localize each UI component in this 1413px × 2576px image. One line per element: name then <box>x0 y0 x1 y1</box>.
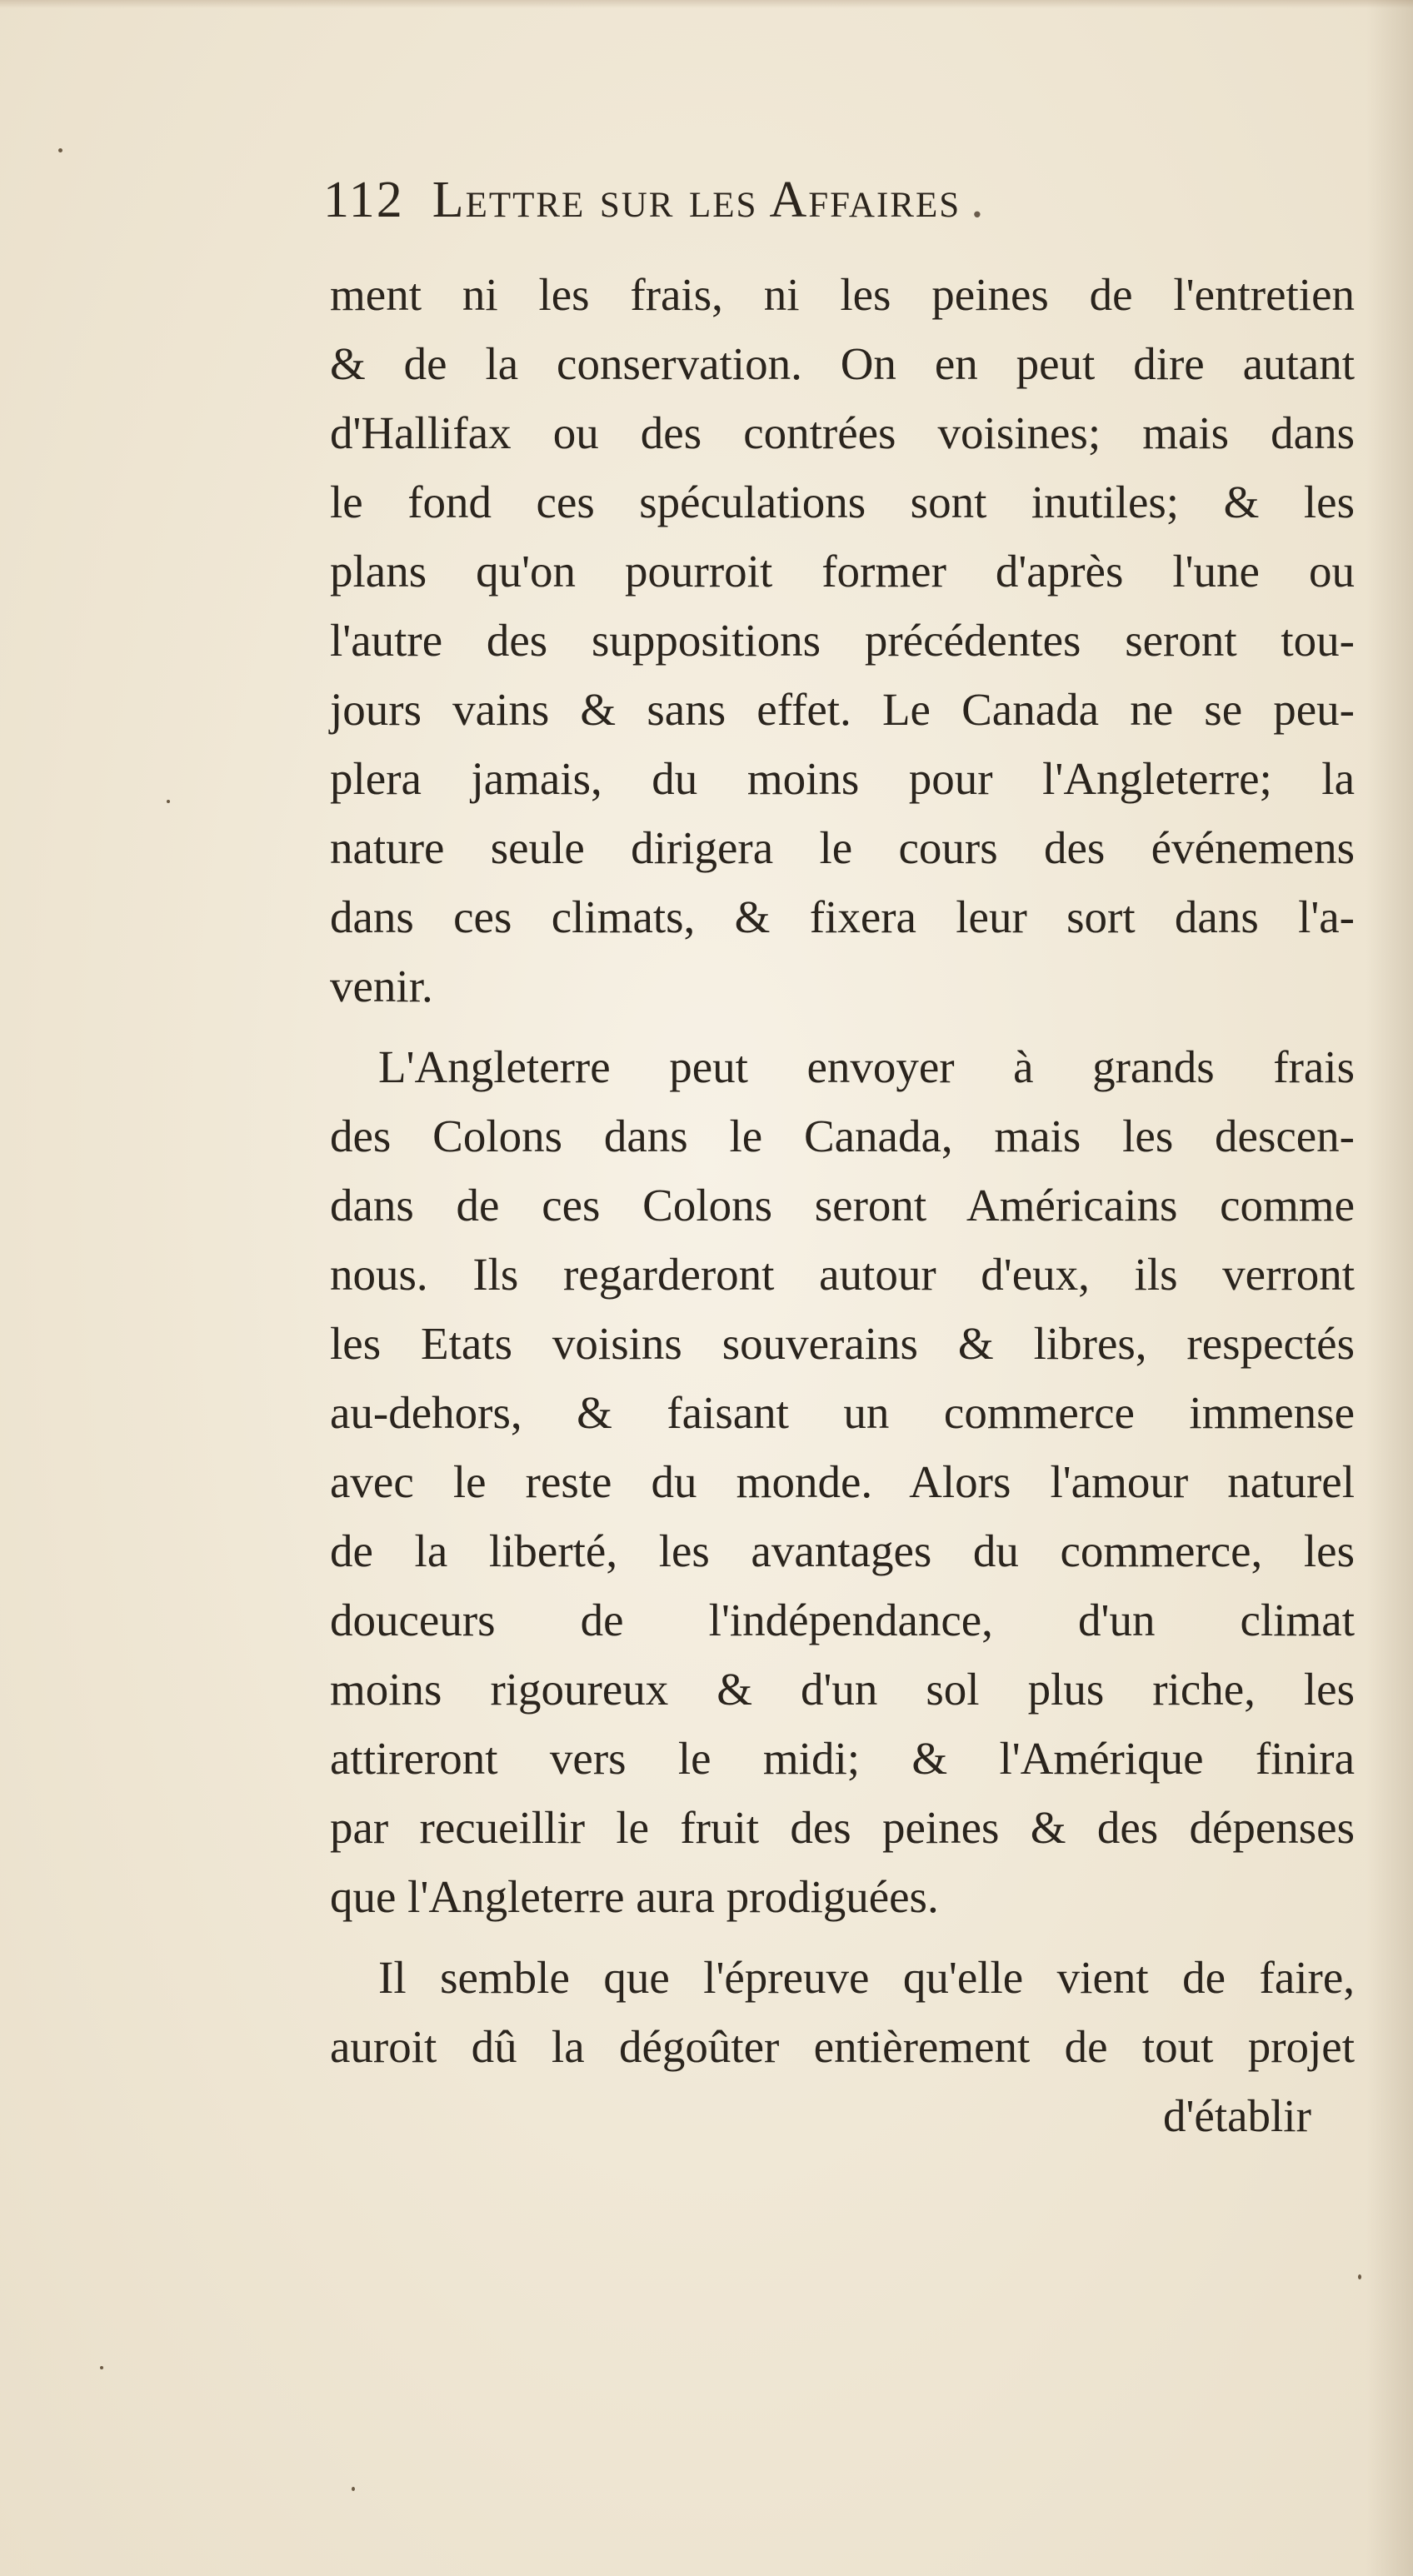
page-top-edge <box>0 0 1413 8</box>
text-line: avec le reste du monde. Alors l'amour naturel <box>330 1456 1355 1507</box>
text-line: jours vains & sans effet. Le Canada ne se peu- <box>330 684 1355 735</box>
paragraph-start: L'Angleterre peut envoyer à grands frais <box>378 1041 1355 1092</box>
text-line: au-dehors, & faisant un commerce immense <box>330 1387 1355 1438</box>
running-title: Lettre sur les Affaires <box>432 172 961 228</box>
ink-speck <box>352 2487 355 2491</box>
text-line: par recueillir le fruit des peines & des dépenses <box>330 1802 1355 1853</box>
header-mark: . <box>971 172 986 228</box>
text-line: des Colons dans le Canada, mais les descen- <box>330 1111 1355 1161</box>
text-line: moins rigoureux & d'un sol plus riche, les <box>330 1664 1355 1715</box>
text-line: d'Hallifax ou des contrées voisines; mais dans <box>330 407 1355 458</box>
gutter-shadow <box>1366 0 1413 2576</box>
text-line: douceurs de l'indépendance, d'un climat <box>330 1595 1355 1645</box>
text-line: venir. <box>330 961 433 1011</box>
text-line: nature seule dirigera le cours des événemens <box>330 822 1355 873</box>
text-line: auroit dû la dégoûter entièrement de tout projet <box>330 2021 1355 2072</box>
page-number: 112 <box>323 172 404 228</box>
text-line: l'autre des suppositions précédentes seront tou- <box>330 615 1355 666</box>
text-line: ment ni les frais, ni les peines de l'entretien <box>330 269 1355 320</box>
text-line: & de la conservation. On en peut dire autant <box>330 338 1355 389</box>
ink-speck <box>58 148 62 152</box>
ink-speck <box>100 2366 103 2369</box>
text-line: dans de ces Colons seront Américains comme <box>330 1180 1355 1231</box>
body-text <box>330 260 1355 2081</box>
ink-speck <box>1358 2274 1361 2279</box>
paragraph-start: Il semble que l'épreuve qu'elle vient de faire, <box>378 1952 1355 2003</box>
ink-speck <box>167 800 170 803</box>
text-line: le fond ces spéculations sont inutiles; & les <box>330 477 1355 527</box>
text-line: que l'Angleterre aura prodiguées. <box>330 1871 939 1922</box>
running-header <box>323 171 1348 229</box>
text-line: de la liberté, les avantages du commerce, les <box>330 1525 1355 1576</box>
text-line: attireront vers le midi; & l'Amérique finira <box>330 1733 1355 1784</box>
text-line: plera jamais, du moins pour l'Angleterre; la <box>330 753 1355 804</box>
text-line: plans qu'on pourroit former d'après l'une ou <box>330 546 1355 597</box>
text-line: dans ces climats, & fixera leur sort dans l'a- <box>330 891 1355 942</box>
text-line: nous. Ils regarderont autour d'eux, ils verront <box>330 1249 1355 1300</box>
text-line: les Etats voisins souverains & libres, respectés <box>330 1318 1355 1369</box>
catchword: d'établir <box>1163 2090 1311 2141</box>
